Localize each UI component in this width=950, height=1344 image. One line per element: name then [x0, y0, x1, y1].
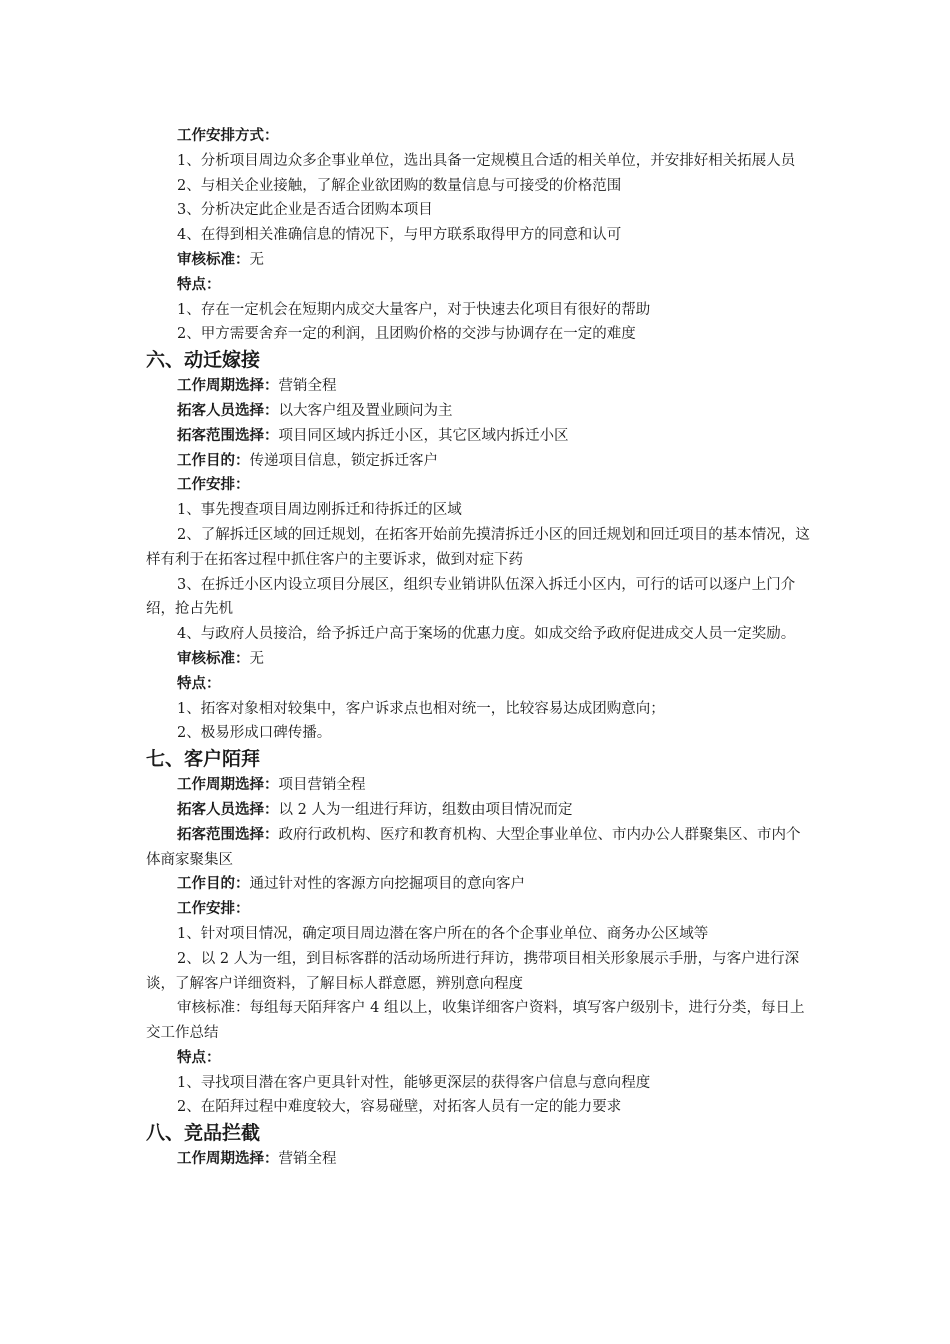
- paragraph: 2、在陌拜过程中难度较大，容易碰壁，对拓客人员有一定的能力要求: [177, 1099, 622, 1116]
- paragraph: 1、针对项目情况，确定项目周边潜在客户所在的各个企事业单位、商务办公区域等: [177, 925, 709, 942]
- field-line: [146, 399, 810, 424]
- field-line: [146, 424, 810, 449]
- field-label: 特点：: [177, 275, 221, 293]
- field-line: [146, 1147, 810, 1172]
- field-label: 审核标准：: [177, 649, 250, 667]
- field-label: 特点：: [177, 674, 221, 692]
- paragraph: 2、与相关企业接触，了解企业欲团购的数量信息与可接受的价格范围: [177, 177, 622, 194]
- field-label: 工作目的：: [177, 451, 250, 469]
- field-value: 营销全程: [278, 378, 337, 395]
- paragraph: 2、了解拆迁区域的回迁规划，在拓客开始前先摸清拆迁小区的回迁规划和回迁项目的基本情况，这样有利于在拓客过程中抓住客户的主要诉求，做到对症下药: [146, 526, 810, 568]
- field-label: 拓客范围选择：: [177, 825, 279, 843]
- section-heading: 八、竞品拦截: [146, 1122, 261, 1145]
- field-value: 无: [249, 251, 264, 268]
- field-line: [146, 449, 810, 474]
- field-line: [146, 647, 810, 672]
- field-value: 传递项目信息，锁定拆迁客户: [249, 452, 438, 469]
- field-line: [146, 374, 810, 399]
- field-label: 工作周期选择：: [177, 1150, 279, 1168]
- field-value: 政府行政机构、医疗和教育机构、大型企事业单位、市内办公人群聚集区、市内个体商家聚集区: [146, 826, 801, 868]
- paragraph: 4、在得到相关准确信息的情况下，与甲方联系取得甲方的同意和认可: [177, 227, 622, 244]
- field-value: 以 2 人为一组进行拜访，组数由项目情况而定: [278, 801, 573, 818]
- paragraph: 1、分析项目周边众多企事业单位，选出具备一定规模且合适的相关单位，并安排好相关拓展人员: [177, 152, 796, 169]
- field-value: 以大客户组及置业顾问为主: [278, 402, 453, 419]
- paragraph: 1、寻找项目潜在客户更具针对性，能够更深层的获得客户信息与意向程度: [177, 1074, 651, 1091]
- section-heading: 七、客户陌拜: [146, 748, 261, 771]
- paragraph: 2、甲方需要舍弃一定的利润，且团购价格的交涉与协调存在一定的难度: [177, 326, 636, 343]
- field-line: [146, 773, 810, 798]
- paragraph: 1、事先搜查项目周边刚拆迁和待拆迁的区域: [177, 502, 462, 519]
- field-label: 工作安排：: [177, 476, 250, 494]
- field-line: [146, 872, 810, 897]
- paragraph: 2、以 2 人为一组，到目标客群的活动场所进行拜访，携带项目相关形象展示手册，与客户进行深谈，了解客户详细资料，了解目标人群意愿，辨别意向程度: [146, 950, 800, 992]
- field-value: 通过针对性的客源方向挖掘项目的意向客户: [249, 876, 525, 893]
- paragraph: 3、在拆迁小区内设立项目分展区，组织专业销讲队伍深入拆迁小区内，可行的话可以逐户上门介绍，抢占先机: [146, 576, 796, 618]
- field-value: 项目同区域内拆迁小区，其它区域内拆迁小区: [278, 427, 569, 444]
- field-value: 无: [249, 650, 264, 667]
- field-line: [146, 248, 810, 273]
- document-body: [146, 124, 810, 1172]
- field-label: 工作周期选择：: [177, 776, 279, 794]
- field-label: 工作周期选择：: [177, 377, 279, 395]
- field-label: 工作目的：: [177, 875, 250, 893]
- paragraph: 1、存在一定机会在短期内成交大量客户，对于快速去化项目有很好的帮助: [177, 301, 651, 318]
- paragraph: 3、分析决定此企业是否适合团购本项目: [177, 202, 433, 219]
- field-value: 项目营销全程: [278, 777, 366, 794]
- paragraph: 4、与政府人员接洽，给予拆迁户高于案场的优惠力度。如成交给予政府促进成交人员一定奖励。: [177, 626, 796, 643]
- field-label: 拓客人员选择：: [177, 401, 279, 419]
- section-heading: 六、动迁嫁接: [146, 349, 261, 372]
- paragraph: 2、极易形成口碑传播。: [177, 725, 332, 742]
- field-line: [146, 798, 810, 823]
- field-label: 审核标准：: [177, 250, 250, 268]
- field-label: 特点：: [177, 1048, 221, 1066]
- paragraph: 1、拓客对象相对较集中，客户诉求点也相对统一，比较容易达成团购意向；: [177, 700, 665, 717]
- paragraph: 审核标准：每组每天陌拜客户 4 组以上，收集详细客户资料，填写客户级别卡，进行分类，每日上交工作总结: [146, 1000, 805, 1042]
- field-line: [146, 823, 810, 873]
- field-value: 营销全程: [278, 1151, 337, 1168]
- field-label: 工作安排方式：: [177, 127, 279, 144]
- field-label: 工作安排：: [177, 900, 250, 918]
- field-label: 拓客人员选择：: [177, 800, 279, 818]
- field-label: 拓客范围选择：: [177, 426, 279, 444]
